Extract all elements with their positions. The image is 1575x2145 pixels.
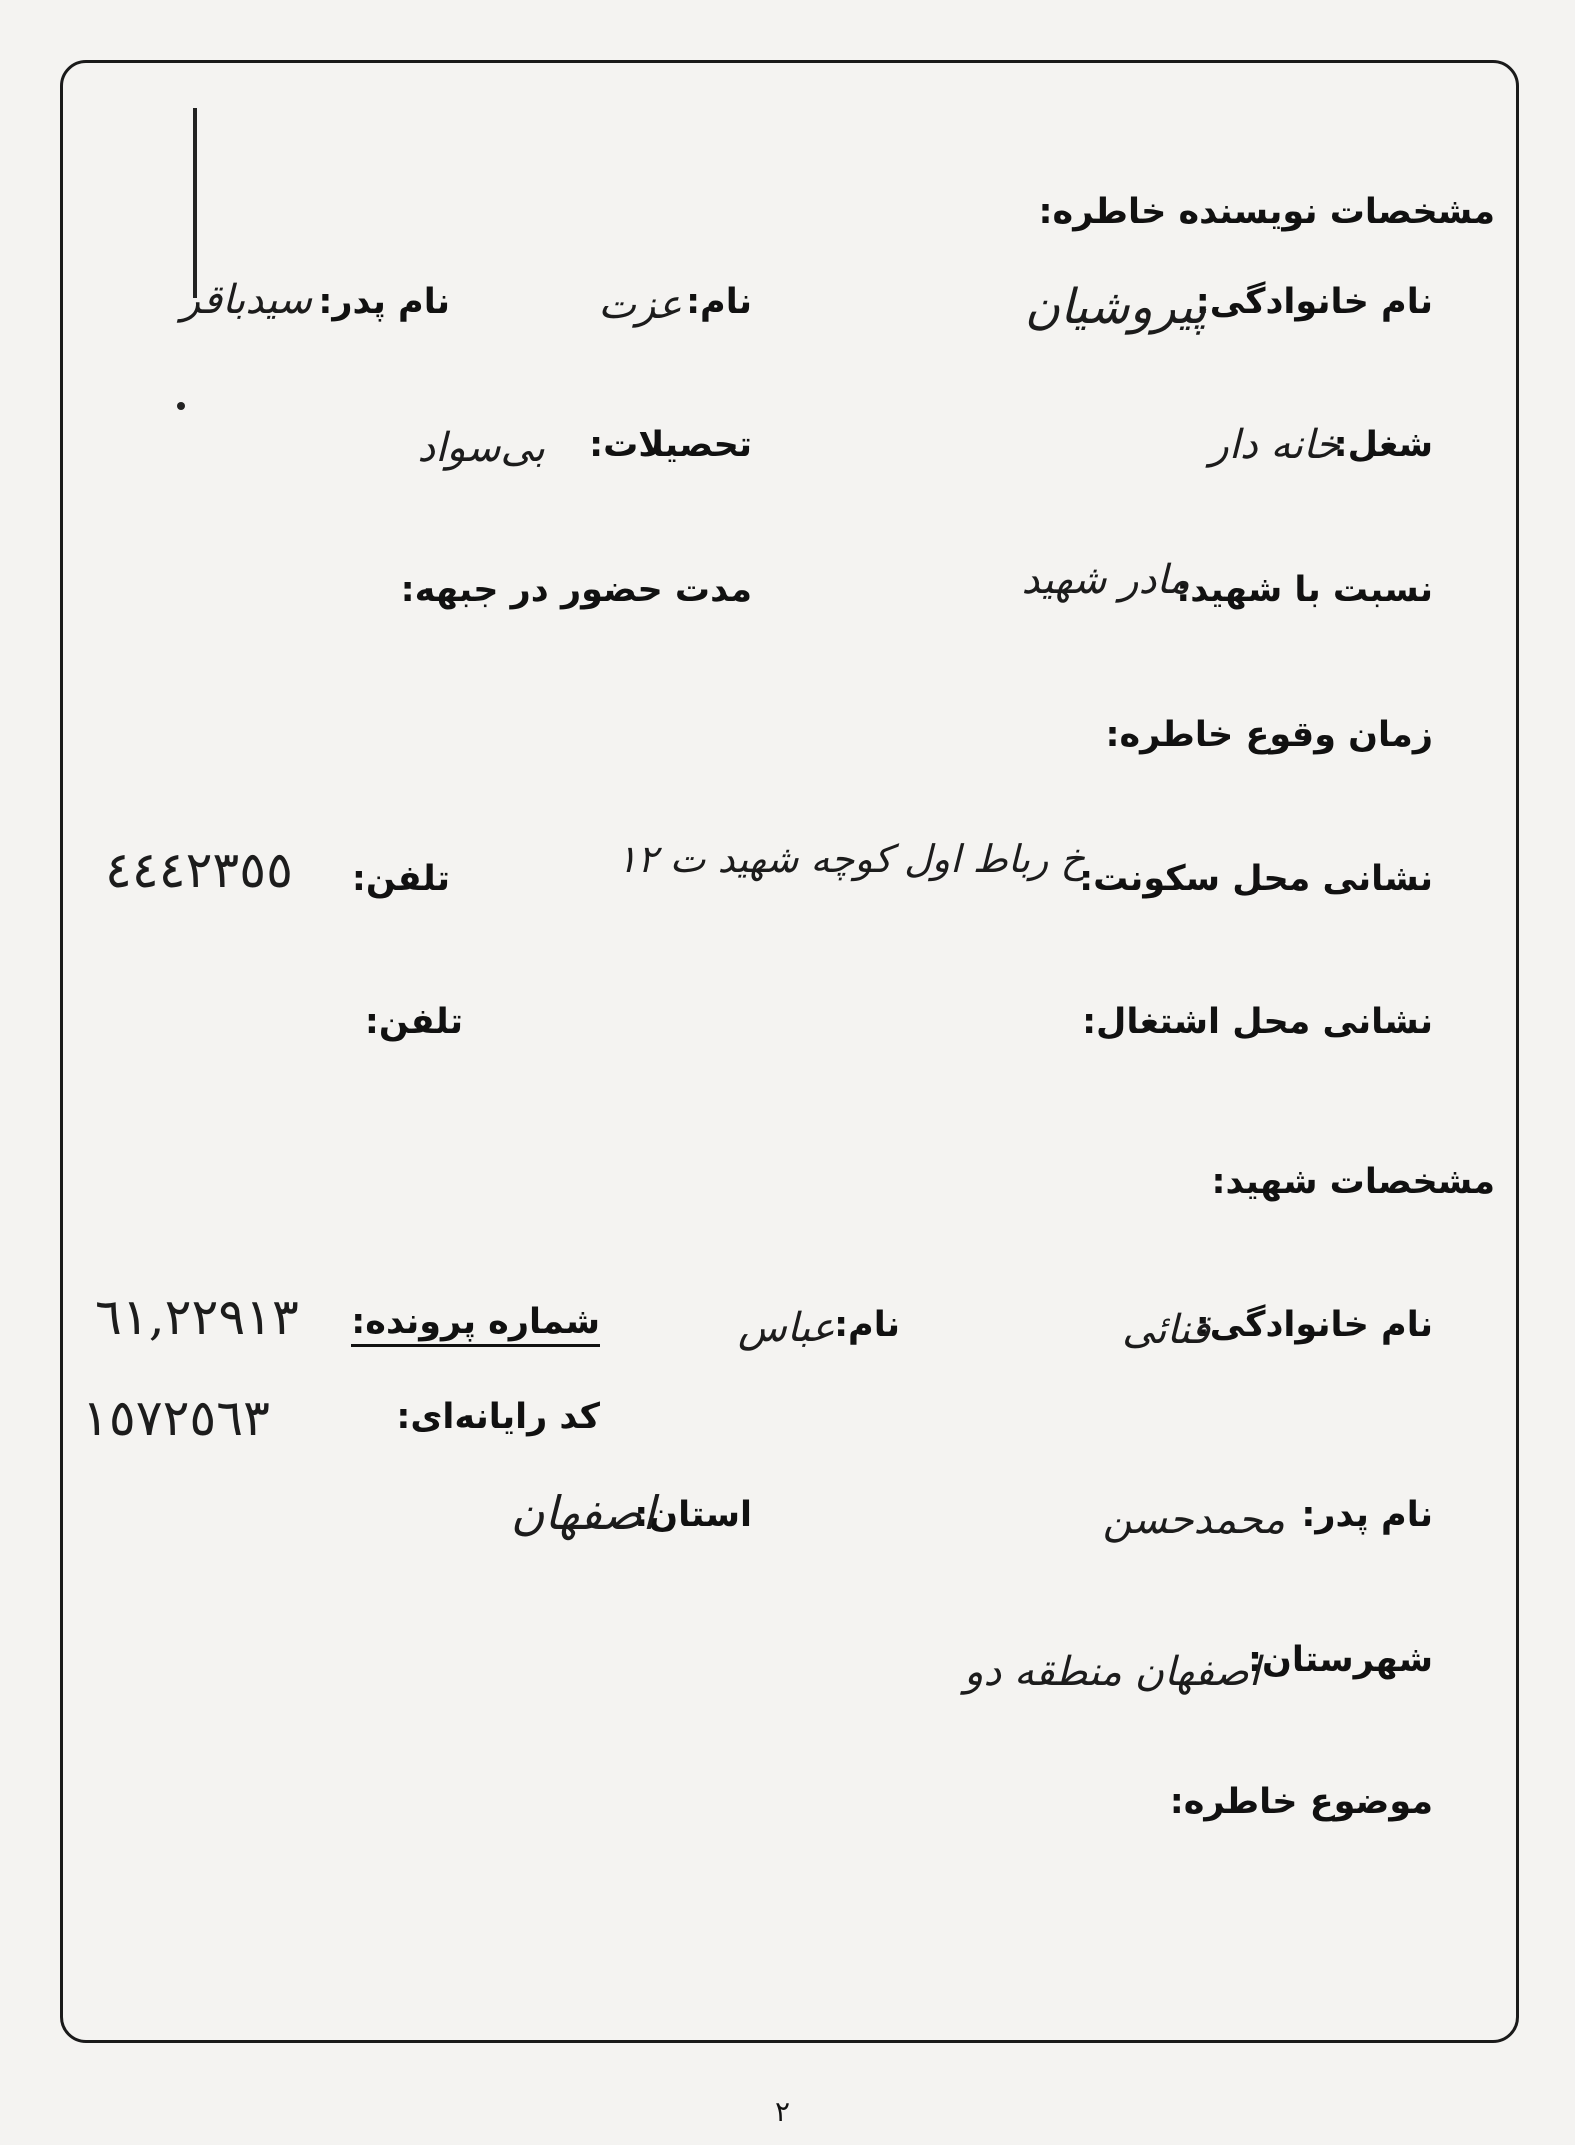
writer-father-label: نام پدر: (318, 282, 450, 322)
writer-work-phone-label: تلفن: (364, 1002, 463, 1042)
writer-address-label: نشانی محل سکونت: (1079, 859, 1433, 899)
martyr-topic-label: موضوع خاطره: (1169, 1782, 1433, 1822)
writer-job-label: شغل: (1333, 425, 1433, 465)
martyr-file-label: شماره پرونده: (351, 1305, 600, 1347)
writer-education-value: بی‌سواد (417, 425, 545, 471)
writer-job-value: خانه دار (1209, 422, 1340, 468)
writer-name-value: عزت (598, 282, 682, 328)
writer-front-label: مدت حضور در جبهه: (400, 570, 752, 610)
writer-phone-value: ٤٤٤٢٣٥٥ (105, 841, 293, 899)
writer-heading: مشخصات نویسنده خاطره: (1038, 192, 1495, 232)
writer-time-label: زمان وقوع خاطره: (1105, 715, 1433, 755)
martyr-father-label: نام پدر: (1301, 1495, 1433, 1535)
martyr-code-value: ١٥٧٢٥٦٣ (82, 1389, 270, 1447)
writer-relation-value: مادر شهید (1021, 557, 1190, 603)
writer-family-value: پیروشیان (1024, 279, 1207, 335)
pen-stroke-mark (193, 108, 197, 298)
form-frame (60, 60, 1519, 2043)
martyr-file-value: ٦١,٢٢٩١٣ (95, 1288, 299, 1346)
martyr-province-value: اصفهان (510, 1486, 655, 1540)
martyr-city-label: شهرستان: (1247, 1640, 1433, 1680)
writer-address-value: خ رباط اول کوچه شهید ت ۱۲ (616, 837, 1085, 881)
writer-education-label: تحصیلات: (589, 425, 752, 465)
writer-relation-label: نسبت با شهید: (1176, 570, 1433, 610)
martyr-father-value: محمدحسن (1102, 1497, 1285, 1543)
martyr-name-label: نام: (834, 1305, 900, 1345)
martyr-name-value: عباس (738, 1305, 835, 1351)
writer-work-address-label: نشانی محل اشتغال: (1082, 1002, 1433, 1042)
martyr-family-label: نام خانوادگی: (1195, 1305, 1433, 1345)
martyr-city-value: اصفهان منطقه دو (964, 1649, 1260, 1695)
writer-name-label: نام: (686, 282, 752, 322)
martyr-heading: مشخصات شهید: (1211, 1162, 1495, 1202)
martyr-family-value: قنائی (1122, 1307, 1210, 1353)
martyr-province-label: استان: (634, 1495, 752, 1535)
martyr-code-label: کد رایانه‌ای: (396, 1397, 600, 1437)
writer-family-label: نام خانوادگی: (1195, 282, 1433, 322)
writer-father-value: سیدباقر (180, 277, 312, 323)
writer-phone-label: تلفن: (351, 859, 450, 899)
pen-dot-mark (177, 402, 185, 410)
page-number: ۲ (775, 2095, 791, 2128)
